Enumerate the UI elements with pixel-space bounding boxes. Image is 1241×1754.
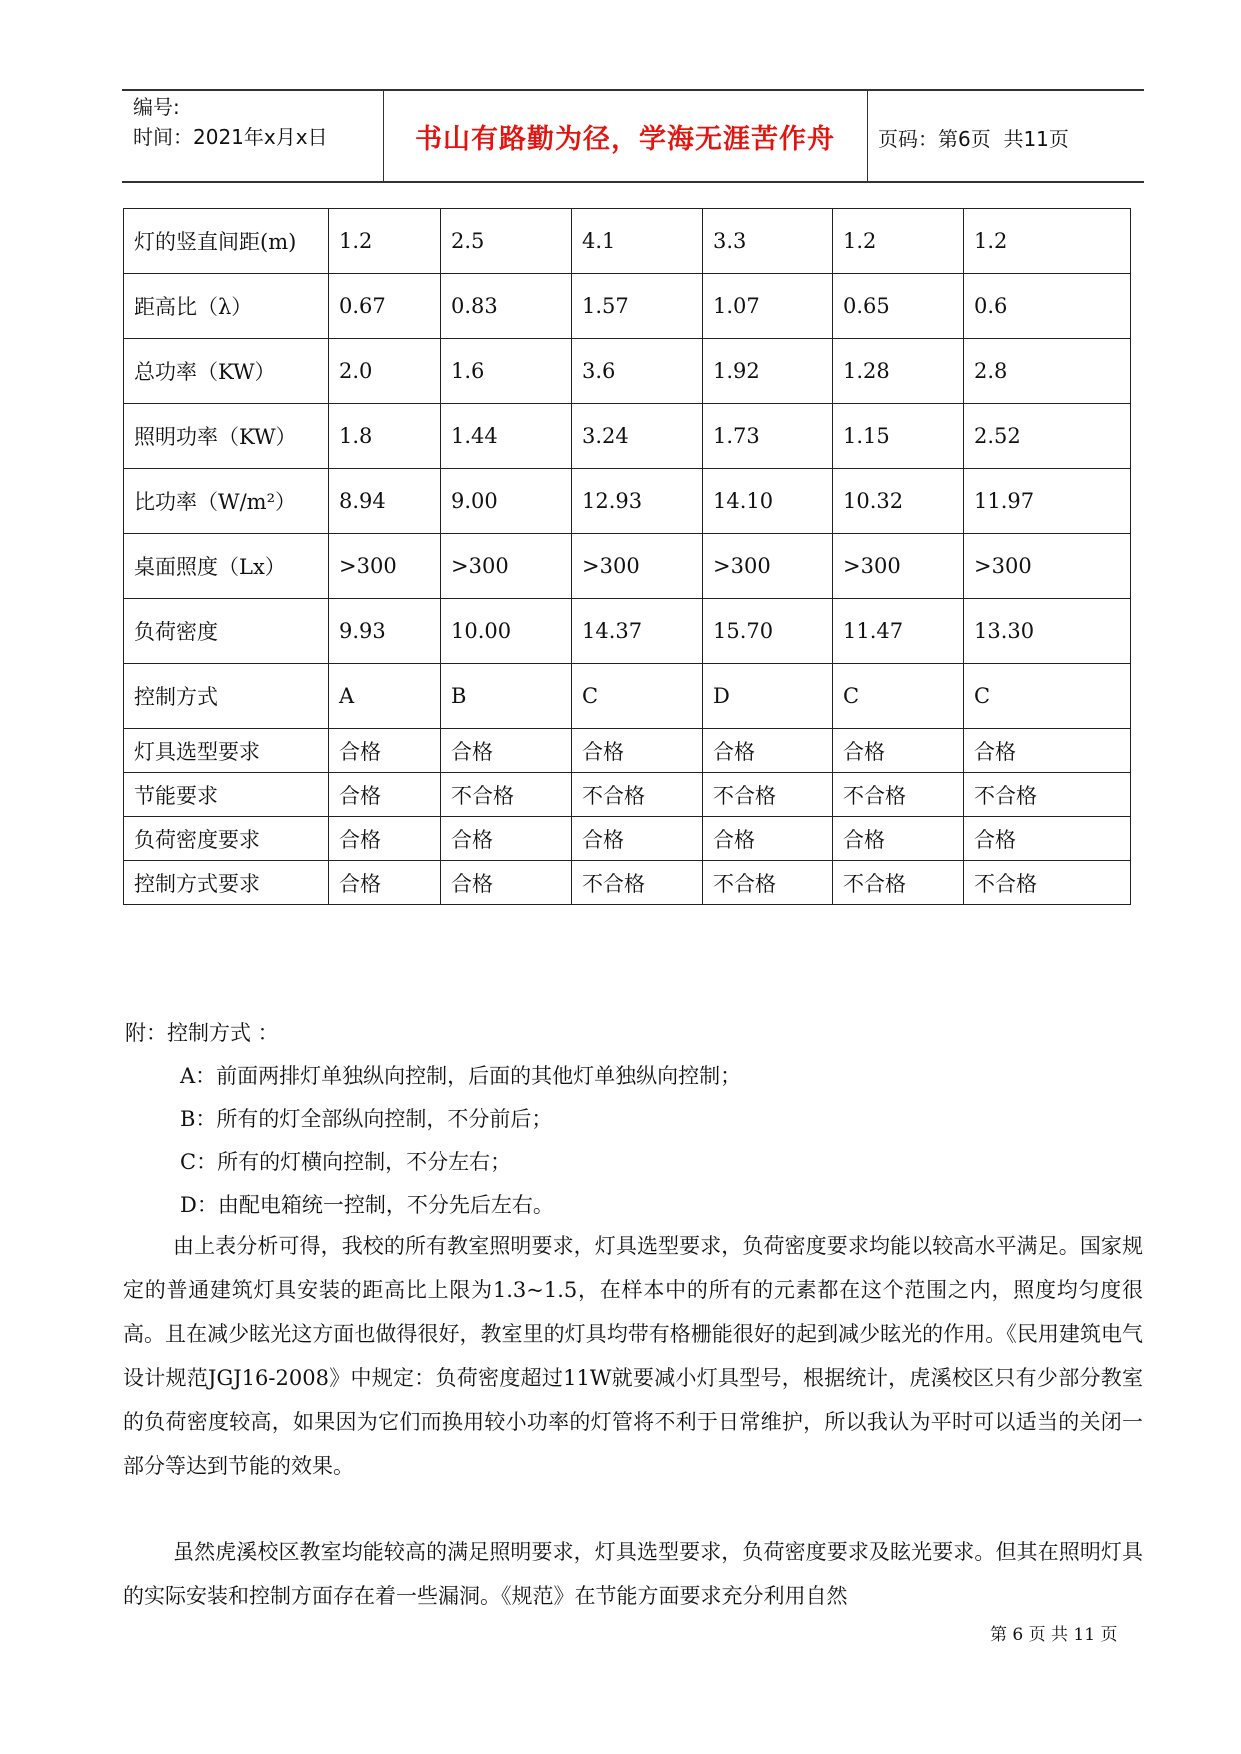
table-cell: 合格 xyxy=(441,817,572,861)
table-cell: 不合格 xyxy=(572,773,703,817)
table-row xyxy=(124,404,1131,469)
table-cell: 合格 xyxy=(833,729,964,773)
body-paragraph-1: 由上表分析可得，我校的所有教室照明要求，灯具选型要求，负荷密度要求均能以较高水平满足。国家规定的普通建筑灯具安装的距高比上限为1.3~1.5，在样本中的所有的元素都在这个范围之内，照度均匀度很高。且在减少眩光这方面也做得很好，教室里的灯具均带有格栅能很好的起到减少眩光的作用。《民用建筑电气设计规范JGJ16-2008》中规定：负荷密度超过11W就要减小灯具型号，根据统计，虎溪校区只有少部分教室的负荷密度较高，如果因为它们而换用较小功率的灯管将不利于日常维护，所以我认为平时可以适当的关闭一部分等达到节能的效果。 xyxy=(123,1234,1143,1478)
table-cell: 3.6 xyxy=(572,339,703,404)
row-label: 灯具选型要求 xyxy=(124,729,329,773)
table-cell: 1.73 xyxy=(703,404,833,469)
header-motto: 书山有路勤为径，学海无涯苦作舟 xyxy=(415,124,835,155)
table-cell: A xyxy=(329,664,441,729)
table-cell: 9.93 xyxy=(329,599,441,664)
table-cell: 2.5 xyxy=(441,209,572,274)
table-row xyxy=(124,817,1131,861)
row-label: 节能要求 xyxy=(124,773,329,817)
row-label: 负荷密度要求 xyxy=(124,817,329,861)
table-cell: 12.93 xyxy=(572,469,703,534)
table-cell: 14.10 xyxy=(703,469,833,534)
header-page-label: 页码：第6页 共11页 xyxy=(878,127,1069,151)
table-cell: 10.32 xyxy=(833,469,964,534)
table-cell: 合格 xyxy=(329,817,441,861)
table-cell: 14.37 xyxy=(572,599,703,664)
table-cell: 1.6 xyxy=(441,339,572,404)
table-cell: 8.94 xyxy=(329,469,441,534)
table-cell: 3.24 xyxy=(572,404,703,469)
note-control-c: C：所有的灯横向控制，不分左右； xyxy=(180,1150,512,1174)
table-cell: 不合格 xyxy=(441,773,572,817)
table-row xyxy=(124,209,1131,274)
header-meta xyxy=(133,92,328,152)
row-label: 比功率（W/m²） xyxy=(124,469,329,534)
footer-page-number: 第 6 页 共 11 页 xyxy=(990,1625,1118,1645)
table-cell: 1.57 xyxy=(572,274,703,339)
table-cell: >300 xyxy=(703,534,833,599)
table-cell: D xyxy=(703,664,833,729)
table-cell: 3.3 xyxy=(703,209,833,274)
table-cell: 合格 xyxy=(964,817,1131,861)
table-cell: 不合格 xyxy=(964,773,1131,817)
table-cell: 不合格 xyxy=(703,861,833,905)
table-cell: 11.47 xyxy=(833,599,964,664)
table-cell: 0.83 xyxy=(441,274,572,339)
note-control-b: B：所有的灯全部纵向控制，不分前后； xyxy=(180,1107,553,1131)
table-cell: 0.65 xyxy=(833,274,964,339)
table-cell: 1.2 xyxy=(833,209,964,274)
table-cell: 1.44 xyxy=(441,404,572,469)
header-divider-right xyxy=(867,89,868,183)
table-cell: 1.28 xyxy=(833,339,964,404)
table-cell: 1.2 xyxy=(964,209,1131,274)
table-cell: 1.15 xyxy=(833,404,964,469)
table-cell: 10.00 xyxy=(441,599,572,664)
table-row xyxy=(124,534,1131,599)
table-cell: 合格 xyxy=(572,817,703,861)
row-label: 桌面照度（Lx） xyxy=(124,534,329,599)
row-label: 控制方式要求 xyxy=(124,861,329,905)
table-cell: 9.00 xyxy=(441,469,572,534)
table-row xyxy=(124,729,1131,773)
table-cell: >300 xyxy=(329,534,441,599)
table-row xyxy=(124,664,1131,729)
table-cell: 2.0 xyxy=(329,339,441,404)
table-cell: 1.8 xyxy=(329,404,441,469)
header-number-label: 编号: xyxy=(133,95,180,119)
table-cell: 不合格 xyxy=(833,861,964,905)
table-cell: 11.97 xyxy=(964,469,1131,534)
table-cell: 0.6 xyxy=(964,274,1131,339)
table-cell: 0.67 xyxy=(329,274,441,339)
table-cell: 合格 xyxy=(703,729,833,773)
row-label: 照明功率（KW） xyxy=(124,404,329,469)
lighting-data-table xyxy=(123,208,1131,905)
table-row xyxy=(124,469,1131,534)
table-cell: 4.1 xyxy=(572,209,703,274)
table-cell: 合格 xyxy=(329,729,441,773)
table-cell: 1.2 xyxy=(329,209,441,274)
table-cell: C xyxy=(833,664,964,729)
notes-title: 附：控制方式 ： xyxy=(125,1021,279,1045)
table-cell: B xyxy=(441,664,572,729)
row-label: 距高比（λ） xyxy=(124,274,329,339)
table-cell: 15.70 xyxy=(703,599,833,664)
body-paragraph-2: 虽然虎溪校区教室均能较高的满足照明要求，灯具选型要求，负荷密度要求及眩光要求。但其在照明灯具的实际安装和控制方面存在着一些漏洞。《规范》在节能方面要求充分利用自然 xyxy=(123,1540,1143,1608)
row-label: 负荷密度 xyxy=(124,599,329,664)
table-cell: 合格 xyxy=(329,773,441,817)
table-row xyxy=(124,773,1131,817)
note-control-d: D：由配电箱统一控制，不分先后左右。 xyxy=(180,1193,554,1217)
table-cell: >300 xyxy=(441,534,572,599)
table-cell: 合格 xyxy=(329,861,441,905)
table-cell: 不合格 xyxy=(703,773,833,817)
table-cell: C xyxy=(572,664,703,729)
table-cell: 13.30 xyxy=(964,599,1131,664)
table-cell: 合格 xyxy=(964,729,1131,773)
table-cell: 不合格 xyxy=(572,861,703,905)
table-cell: 2.52 xyxy=(964,404,1131,469)
header-top-rule xyxy=(122,89,1144,91)
table-cell: 合格 xyxy=(833,817,964,861)
note-control-a: A：前面两排灯单独纵向控制，后面的其他灯单独纵向控制； xyxy=(180,1064,742,1088)
table-cell: 合格 xyxy=(441,729,572,773)
row-label: 控制方式 xyxy=(124,664,329,729)
table-row xyxy=(124,599,1131,664)
table-cell: 合格 xyxy=(703,817,833,861)
table-cell: >300 xyxy=(964,534,1131,599)
table-cell: 合格 xyxy=(572,729,703,773)
table-cell: 合格 xyxy=(441,861,572,905)
header-time-label: 时间：2021年x月x日 xyxy=(133,125,328,149)
header-bottom-rule xyxy=(122,181,1144,183)
table-row xyxy=(124,274,1131,339)
table-cell: 不合格 xyxy=(964,861,1131,905)
row-label: 总功率（KW） xyxy=(124,339,329,404)
table-cell: 1.07 xyxy=(703,274,833,339)
table-cell: 2.8 xyxy=(964,339,1131,404)
row-label: 灯的竖直间距(m) xyxy=(124,209,329,274)
table-cell: >300 xyxy=(572,534,703,599)
table-cell: >300 xyxy=(833,534,964,599)
table-row xyxy=(124,861,1131,905)
table-cell: 不合格 xyxy=(833,773,964,817)
table-cell: 1.92 xyxy=(703,339,833,404)
table-cell: C xyxy=(964,664,1131,729)
table-row xyxy=(124,339,1131,404)
